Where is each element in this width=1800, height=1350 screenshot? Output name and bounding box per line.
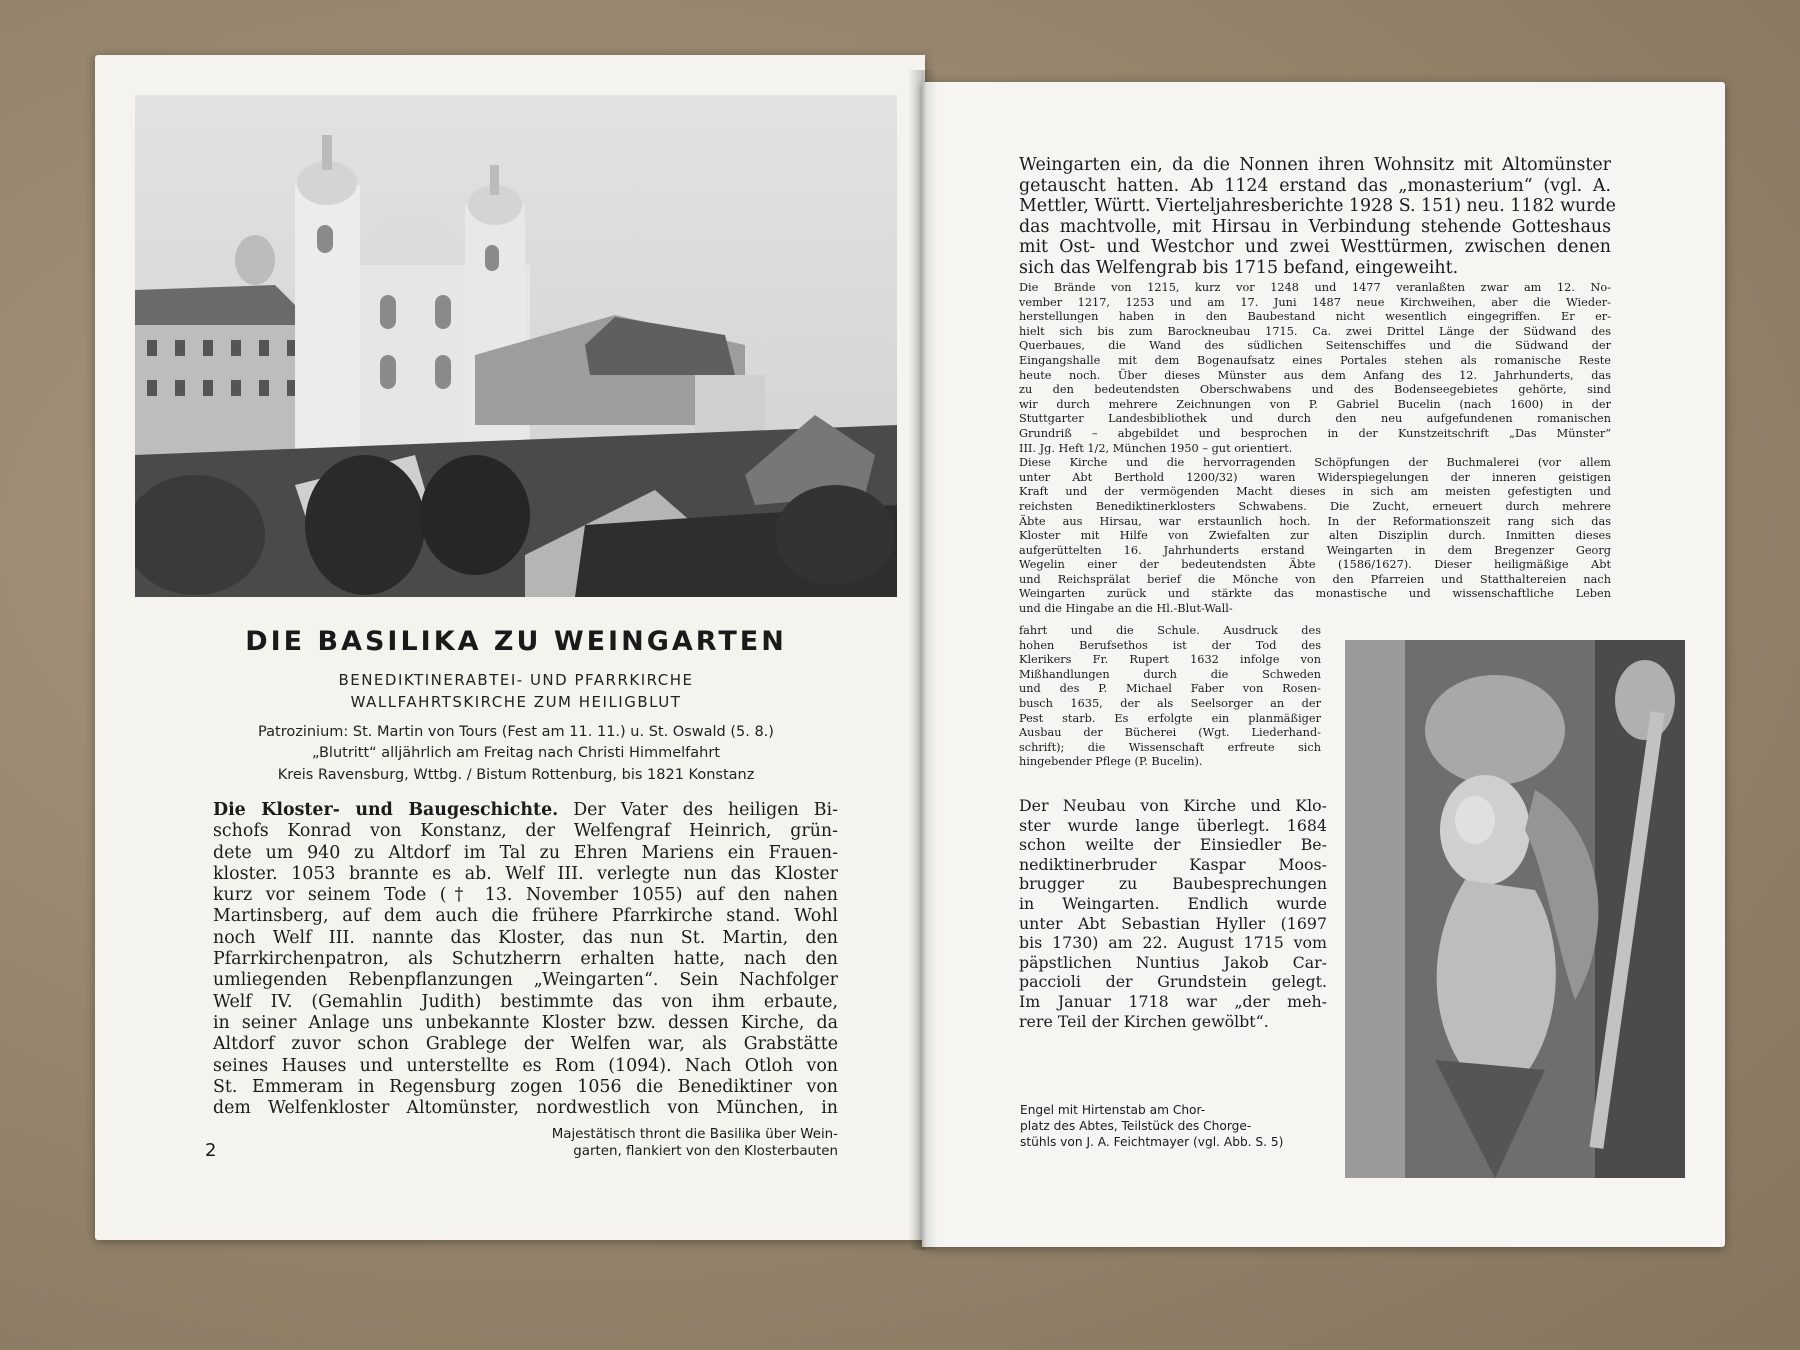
caption-line: platz des Abtes, Teilstück des Chorge-	[1020, 1119, 1252, 1133]
body-line: schon weilte der Einsiedler Be-	[1019, 835, 1327, 855]
body-line: schofs Konrad von Konstanz, der Welfengraf Heinrich, grün-	[213, 821, 838, 842]
small-line: Diese Kirche und die hervorragenden Schöpfungen der Buchmalerei (vor allem	[1019, 456, 1611, 470]
body-line: das machtvolle, mit Hirsau in Verbindung stehende Gotteshaus	[1019, 216, 1611, 237]
caption-line: Engel mit Hirtenstab am Chor-	[1020, 1103, 1206, 1117]
body-line: in Weingarten. Endlich wurde	[1019, 893, 1327, 913]
small-line: und Reichsprälat berief die Mönche von den Pfarreien und Statthaltereien nach	[1019, 572, 1611, 586]
body-line: nediktinerbruder Kaspar Moos-	[1019, 854, 1327, 874]
small-line: aufgerüttelten 16. Jahrhunderts erstand Weingarten in dem Bregenzer Georg	[1019, 543, 1611, 557]
small-line: und des P. Michael Faber von Rosen-	[1019, 682, 1321, 696]
body-line: Pfarrkirchenpatron, als Schutzherrn erhalten hatte, nach den	[213, 949, 838, 970]
small-line: Pest starb. Es erfolgte ein planmäßiger	[1019, 711, 1321, 725]
body-line: ster wurde lange überlegt. 1684	[1019, 815, 1327, 835]
angel-photo-caption	[1020, 1102, 1338, 1150]
body-line: unter Abt Sebastian Hyller (1697	[1019, 913, 1327, 933]
right-main-column	[1019, 796, 1327, 1031]
body-line: St. Emmeram in Regensburg zogen 1056 die Benediktiner von	[213, 1076, 838, 1097]
small-line: Eingangshalle mit dem Bogenaufsatz eines Portales stehen als romanische Reste	[1019, 353, 1611, 367]
body-line: mit Ost- und Westchor und zwei Westtürmen, zwischen denen	[1019, 237, 1611, 257]
small-line: Kraft und der vermögenden Macht dieses in sich am meisten gefestigten und	[1019, 485, 1611, 499]
right-intro-text	[1019, 155, 1616, 278]
main-title: DIE BASILIKA ZU WEINGARTEN	[245, 626, 787, 657]
small-line: herstellungen haben in den Baubestand nicht wesentlich eingegriffen. Er er-	[1019, 310, 1611, 324]
body-line: Altdorf zuvor schon Grablege der Welfen war, als Grabstätte	[213, 1034, 838, 1055]
body-line: kurz vor seinem Tode († 13. November 1055) auf den nahen	[213, 885, 838, 906]
small-line: III. Jg. Heft 1/2, München 1950 – gut orientiert.	[1019, 441, 1293, 455]
small-line: wir durch mehrere Zeichnungen von P. Gabriel Bucelin (nach 1600) in der	[1019, 397, 1611, 411]
body-line: noch Welf III. nannte das Kloster, das nun St. Martin, den	[213, 927, 838, 948]
patron-line-2: „Blutritt“ alljährlich am Freitag nach Christi Himmelfahrt	[311, 745, 721, 761]
body-line: brugger zu Baubesprechungen	[1019, 874, 1327, 894]
body-line: umliegenden Rebenpflanzungen „Weingarten“. Sein Nachfolger	[213, 970, 838, 991]
body-line: seines Hauses und unterstellte es Rom (1094). Nach Otloh von	[213, 1055, 838, 1076]
book-gutter	[908, 70, 938, 1250]
small-line: Stuttgarter Landesbibliothek und durch den neu aufgefundenen romanischen	[1019, 412, 1611, 426]
body-line: Der Neubau von Kirche und Klo-	[1019, 796, 1327, 815]
body-line: Weingarten ein, da die Nonnen ihren Wohnsitz mit Altomünster	[1019, 155, 1611, 175]
basilica-illustration	[135, 95, 897, 597]
small-line: Die Brände von 1215, kurz vor 1248 und 1477 veranlaßten zwar am 12. No-	[1019, 281, 1611, 294]
small-line: Kloster mit Hilfe von Zwiefalten zur alten Disziplin durch. Inmitten dieses	[1019, 529, 1611, 543]
caption-line: stühls von J. A. Feichtmayer (vgl. Abb. S. 5)	[1020, 1135, 1284, 1149]
small-line: Ausbau der Bücherei (Wgt. Liederhand-	[1019, 726, 1321, 740]
subtitle-abbey: BENEDIKTINERABTEI- UND PFARRKIRCHE	[338, 671, 694, 689]
subtitle-pilgrimage: WALLFAHRTSKIRCHE ZUM HEILIGBLUT	[350, 693, 682, 711]
section-heading: Die Kloster- und Baugeschichte.	[213, 800, 559, 820]
small-line: reichsten Benediktinerklosters Schwabens. Die Zucht, erneuert durch mehrere	[1019, 499, 1611, 513]
left-body-text	[213, 800, 838, 1119]
small-line: Querbaues, die Wand des südlichen Seitenschiffes und die Südwand der	[1019, 339, 1611, 353]
small-line: Grundriß – abgebildet und besprochen in der Kunstzeitschrift „Das Münster“	[1019, 426, 1611, 440]
small-line: busch 1635, der als Seelsorger an der	[1019, 696, 1321, 710]
caption-line-2: garten, flankiert von den Klosterbauten	[573, 1144, 838, 1159]
basilica-photo	[135, 95, 897, 597]
patron-line-1: Patrozinium: St. Martin von Tours (Fest am 11. 11.) u. St. Oswald (5. 8.)	[258, 724, 774, 740]
body-line: dete um 940 zu Altdorf im Tal zu Ehren Mariens ein Frauen-	[213, 842, 838, 863]
body-line: paccioli der Grundstein gelegt.	[1019, 972, 1327, 992]
angel-illustration	[1345, 640, 1685, 1178]
basilica-photo-caption	[430, 1126, 838, 1160]
small-line: vember 1217, 1253 und am 17. Juni 1487 neue Kirchweihen, aber die Wieder-	[1019, 295, 1611, 309]
small-line: schrift); die Wissenschaft erfreute sich	[1019, 740, 1321, 754]
body-line: Martinsberg, auf dem auch die frühere Pfarrkirche stand. Wohl	[213, 906, 838, 927]
body-line: sich das Welfengrab bis 1715 befand, eingeweiht.	[1019, 257, 1459, 278]
small-line: hielt sich bis zum Barockneubau 1715. Ca. zwei Drittel Länge der Südwand des	[1019, 324, 1611, 338]
body-line: Welf IV. (Gemahlin Judith) bestimmte das von ihm erbaute,	[213, 991, 838, 1012]
body-line: getauscht hatten. Ab 1124 erstand das „monasterium“ (vgl. A.	[1019, 175, 1611, 196]
right-small-print	[1019, 281, 1611, 617]
small-line: zu den bedeutendsten Oberschwabens und des Bodenseegebietes gehörte, sind	[1019, 383, 1611, 397]
body-line: Mettler, Württ. Vierteljahresberichte 1928 S. 151) neu. 1182 wurde	[1019, 196, 1616, 216]
body-line: rere Teil der Kirchen gewölbt“.	[1019, 1011, 1269, 1031]
body-line: kloster. 1053 brannte es ab. Welf III. verlegte nun das Kloster	[213, 863, 838, 884]
small-line: hohen Berufsethos ist der Tod des	[1019, 638, 1321, 652]
body-line: in seiner Anlage uns unbekannte Kloster bzw. dessen Kirche, da	[213, 1012, 838, 1033]
caption-line-1: Majestätisch thront die Basilika über Wein-	[551, 1127, 838, 1142]
small-line: heute noch. Über dieses Münster aus dem Anfang des 12. Jahrhunderts, das	[1019, 368, 1611, 382]
patron-line-3: Kreis Ravensburg, Wttbg. / Bistum Rottenburg, bis 1821 Konstanz	[277, 767, 755, 783]
body-line-1	[213, 800, 838, 821]
body-line: päpstlichen Nuntius Jakob Car-	[1019, 952, 1327, 972]
angel-sculpture-photo	[1345, 640, 1685, 1178]
page-number: 2	[205, 1140, 217, 1161]
small-line: Wegelin einer der bedeutendsten Äbte (1586/1627). Dieser heiligmäßige Abt	[1019, 558, 1611, 572]
right-small-print-column	[1019, 624, 1321, 770]
small-line: Klerikers Fr. Rupert 1632 infolge von	[1019, 653, 1321, 667]
small-line: Mißhandlungen durch die Schweden	[1019, 667, 1321, 681]
small-line: fahrt und die Schule. Ausdruck des	[1019, 624, 1321, 637]
body-line: Im Januar 1718 war „der meh-	[1019, 991, 1327, 1011]
small-line: und die Hingabe an die Hl.-Blut-Wall-	[1019, 602, 1233, 616]
body-line-1-text: Der Vater des heiligen Bi-	[558, 800, 838, 820]
small-line: unter Abt Berthold 1200/32) waren Widerspiegelungen der inneren geistigen	[1019, 470, 1611, 484]
small-line: Weingarten zurück und stärkte das monastische und wissenschaftliche Leben	[1019, 587, 1611, 601]
small-line: hingebender Pflege (P. Bucelin).	[1019, 755, 1203, 769]
body-line: bis 1730) am 22. August 1715 vom	[1019, 933, 1327, 953]
small-line: Äbte aus Hirsau, war erstaunlich hoch. In der Reformationszeit rang sich das	[1019, 514, 1611, 528]
body-line: dem Welfenkloster Altomünster, nordwestlich von München, in	[213, 1098, 838, 1119]
